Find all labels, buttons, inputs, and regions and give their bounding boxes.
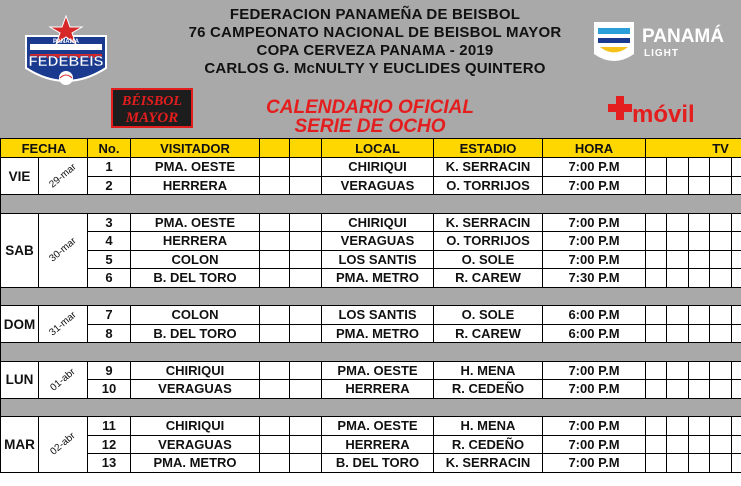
blank-cell [290, 380, 322, 399]
visitador-cell: HERRERA [131, 176, 260, 195]
tv-cell [646, 306, 667, 325]
tv-cell [689, 158, 710, 177]
local-cell: VERAGUAS [322, 232, 434, 251]
tv-cell [646, 158, 667, 177]
tv-cell [646, 361, 667, 380]
game-number-cell: 1 [88, 158, 131, 177]
estadio-cell: H. MENA [434, 361, 543, 380]
hora-cell: 7:00 P.M [543, 176, 646, 195]
estadio-cell: R. CEDEÑO [434, 380, 543, 399]
blank-cell [290, 361, 322, 380]
date-label: 02-abr [48, 430, 78, 458]
game-number-cell: 4 [88, 232, 131, 251]
tv-cell [710, 213, 732, 232]
day-separator-row [1, 398, 741, 417]
estadio-cell: O. TORRIJOS [434, 176, 543, 195]
estadio-cell: O. TORRIJOS [434, 232, 543, 251]
blank-cell [290, 306, 322, 325]
day-separator-row [1, 287, 741, 306]
separator-cell [1, 398, 741, 417]
tv-cell [710, 417, 732, 436]
tv-cell [689, 232, 710, 251]
tv-cell [646, 232, 667, 251]
table-row [1, 324, 741, 343]
tv-cell [732, 158, 741, 177]
tv-cell [646, 435, 667, 454]
table-row [1, 213, 741, 232]
hora-cell: 7:00 P.M [543, 435, 646, 454]
tv-cell [646, 380, 667, 399]
tv-cell [667, 269, 689, 288]
tv-cell [732, 269, 741, 288]
tv-cell [732, 213, 741, 232]
local-cell: CHIRIQUI [322, 158, 434, 177]
panama-light-sub: LIGHT [644, 48, 679, 59]
tv-cell [689, 306, 710, 325]
local-cell: B. DEL TORO [322, 454, 434, 473]
blank-cell [260, 269, 290, 288]
tv-cell [710, 361, 732, 380]
col-header-estadio: ESTADIO [434, 139, 543, 158]
tv-cell [667, 361, 689, 380]
blank-cell [290, 232, 322, 251]
game-number-cell: 10 [88, 380, 131, 399]
table-row [1, 176, 741, 195]
tv-cell [667, 232, 689, 251]
tv-cell [646, 176, 667, 195]
calendar-subtitle: SERIE DE OCHO [294, 116, 446, 137]
day-cell: SAB [1, 213, 39, 287]
blank-cell [260, 361, 290, 380]
game-number-cell: 5 [88, 250, 131, 269]
local-cell: CHIRIQUI [322, 213, 434, 232]
visitador-cell: PMA. OESTE [131, 158, 260, 177]
separator-cell [1, 195, 741, 214]
local-cell: LOS SANTIS [322, 306, 434, 325]
estadio-cell: R. CAREW [434, 324, 543, 343]
game-number-cell: 2 [88, 176, 131, 195]
tv-cell [710, 306, 732, 325]
blank-cell [260, 454, 290, 473]
blank-cell [290, 417, 322, 436]
tv-cell [689, 454, 710, 473]
tv-cell [732, 232, 741, 251]
tv-cell [710, 380, 732, 399]
estadio-cell: R. CEDEÑO [434, 435, 543, 454]
game-number-cell: 11 [88, 417, 131, 436]
fedebeis-name: FEDEBEIS [28, 53, 104, 70]
tv-cell [710, 454, 732, 473]
tv-cell [646, 417, 667, 436]
blank-cell [290, 176, 322, 195]
tv-cell [667, 454, 689, 473]
blank-cell [290, 250, 322, 269]
blank-cell [260, 380, 290, 399]
visitador-cell: VERAGUAS [131, 380, 260, 399]
blank-cell [290, 213, 322, 232]
date-label: 30-mar [47, 235, 79, 265]
tv-cell [710, 158, 732, 177]
tv-cell [732, 417, 741, 436]
col-header-fecha: FECHA [1, 139, 88, 158]
blank-cell [260, 250, 290, 269]
day-cell: LUN [1, 361, 39, 398]
visitador-cell: PMA. METRO [131, 454, 260, 473]
blank-cell [260, 417, 290, 436]
blank-cell [260, 213, 290, 232]
table-row [1, 306, 741, 325]
day-cell: VIE [1, 158, 39, 195]
tv-cell [667, 158, 689, 177]
tv-cell [710, 176, 732, 195]
tv-cell [710, 250, 732, 269]
game-number-cell: 7 [88, 306, 131, 325]
separator-cell [1, 287, 741, 306]
tv-cell [732, 435, 741, 454]
date-cell [39, 306, 88, 343]
header-title-line-3: COPA CERVEZA PANAMA - 2019 [256, 42, 494, 59]
blank-cell [260, 435, 290, 454]
beisbol-mayor-logo [111, 88, 193, 128]
hora-cell: 7:00 P.M [543, 417, 646, 436]
visitador-cell: B. DEL TORO [131, 324, 260, 343]
visitador-cell: PMA. OESTE [131, 213, 260, 232]
date-cell [39, 417, 88, 473]
visitador-cell: B. DEL TORO [131, 269, 260, 288]
tv-cell [667, 306, 689, 325]
blank-cell [260, 324, 290, 343]
tv-cell [667, 324, 689, 343]
estadio-cell: R. CAREW [434, 269, 543, 288]
blank-cell [290, 435, 322, 454]
date-label: 01-abr [48, 365, 78, 394]
estadio-cell: H. MENA [434, 417, 543, 436]
schedule-table [0, 138, 741, 473]
table-row [1, 158, 741, 177]
header-title-line-4: CARLOS G. McNULTY Y EUCLIDES QUINTERO [204, 60, 546, 77]
tv-cell [646, 269, 667, 288]
local-cell: HERRERA [322, 380, 434, 399]
local-cell: PMA. METRO [322, 324, 434, 343]
col-header-hora: HORA [543, 139, 646, 158]
tv-cell [667, 417, 689, 436]
col-header-local: LOCAL [322, 139, 434, 158]
local-cell: VERAGUAS [322, 176, 434, 195]
blank-cell [290, 324, 322, 343]
tv-cell [667, 435, 689, 454]
visitador-cell: COLON [131, 306, 260, 325]
movil-logo [606, 92, 736, 128]
fedebeis-logo [20, 14, 112, 96]
game-number-cell: 8 [88, 324, 131, 343]
estadio-cell: K. SERRACIN [434, 454, 543, 473]
tv-cell [667, 213, 689, 232]
table-row [1, 250, 741, 269]
hora-cell: 7:00 P.M [543, 158, 646, 177]
day-cell: MAR [1, 417, 39, 473]
date-cell [39, 361, 88, 398]
local-cell: LOS SANTIS [322, 250, 434, 269]
tv-cell [689, 213, 710, 232]
tv-cell [732, 324, 741, 343]
tv-cell [667, 380, 689, 399]
fedebeis-small-text: PANAMA [53, 39, 79, 45]
estadio-cell: O. SOLE [434, 250, 543, 269]
tv-cell [732, 454, 741, 473]
tv-cell [732, 361, 741, 380]
tv-cell [646, 213, 667, 232]
table-row [1, 232, 741, 251]
day-separator-row [1, 343, 741, 362]
date-label: 29-mar [47, 161, 79, 191]
visitador-cell: COLON [131, 250, 260, 269]
local-cell: PMA. OESTE [322, 417, 434, 436]
tv-cell [710, 232, 732, 251]
date-cell [39, 158, 88, 195]
blank-cell [260, 232, 290, 251]
col-header-blank [260, 139, 290, 158]
tv-cell [710, 324, 732, 343]
hora-cell: 7:00 P.M [543, 380, 646, 399]
hora-cell: 6:00 P.M [543, 306, 646, 325]
table-row [1, 361, 741, 380]
col-header-no: No. [88, 139, 131, 158]
table-row [1, 269, 741, 288]
tv-cell [732, 306, 741, 325]
visitador-cell: CHIRIQUI [131, 361, 260, 380]
hora-cell: 7:00 P.M [543, 250, 646, 269]
hora-cell: 7:30 P.M [543, 269, 646, 288]
col-header-visitador: VISITADOR [131, 139, 260, 158]
tv-cell [667, 250, 689, 269]
hora-cell: 7:00 P.M [543, 361, 646, 380]
panama-light-name: PANAMÁ [642, 26, 724, 47]
estadio-cell: K. SERRACIN [434, 158, 543, 177]
date-cell [39, 213, 88, 287]
tv-cell [689, 361, 710, 380]
local-cell: PMA. METRO [322, 269, 434, 288]
hora-cell: 6:00 P.M [543, 324, 646, 343]
tv-cell [689, 324, 710, 343]
beisbol-mayor-line1: BÉISBOL [122, 94, 182, 109]
col-header-tv: TV [646, 139, 741, 158]
visitador-cell: CHIRIQUI [131, 417, 260, 436]
panama-light-logo [592, 18, 741, 68]
date-label: 31-mar [47, 309, 79, 339]
tv-cell [710, 269, 732, 288]
game-number-cell: 13 [88, 454, 131, 473]
blank-cell [260, 176, 290, 195]
visitador-cell: VERAGUAS [131, 435, 260, 454]
tv-cell [732, 380, 741, 399]
movil-name: móvil [632, 101, 695, 128]
game-number-cell: 12 [88, 435, 131, 454]
blank-cell [290, 454, 322, 473]
table-row [1, 380, 741, 399]
blank-cell [290, 269, 322, 288]
col-header-blank [290, 139, 322, 158]
hora-cell: 7:00 P.M [543, 232, 646, 251]
calendar-title: CALENDARIO OFICIAL [266, 97, 474, 118]
hora-cell: 7:00 P.M [543, 213, 646, 232]
table-row [1, 454, 741, 473]
header-title-line-1: FEDERACION PANAMEÑA DE BEISBOL [229, 6, 521, 23]
game-number-cell: 3 [88, 213, 131, 232]
blank-cell [260, 158, 290, 177]
document-header [0, 0, 741, 138]
day-separator-row [1, 195, 741, 214]
estadio-cell: K. SERRACIN [434, 213, 543, 232]
tv-cell [689, 250, 710, 269]
tv-cell [732, 250, 741, 269]
tv-cell [689, 269, 710, 288]
tv-cell [689, 417, 710, 436]
game-number-cell: 9 [88, 361, 131, 380]
game-number-cell: 6 [88, 269, 131, 288]
tv-cell [689, 176, 710, 195]
tv-cell [646, 324, 667, 343]
local-cell: PMA. OESTE [322, 361, 434, 380]
tv-cell [732, 176, 741, 195]
day-cell: DOM [1, 306, 39, 343]
column-header-row [1, 139, 741, 158]
tv-cell [646, 454, 667, 473]
beisbol-mayor-line2: MAYOR [125, 110, 179, 126]
header-title-line-2: 76 CAMPEONATO NACIONAL DE BEISBOL MAYOR [188, 24, 562, 41]
tv-cell [689, 380, 710, 399]
table-row [1, 417, 741, 436]
local-cell: HERRERA [322, 435, 434, 454]
tv-cell [689, 435, 710, 454]
hora-cell: 7:00 P.M [543, 454, 646, 473]
estadio-cell: O. SOLE [434, 306, 543, 325]
tv-cell [646, 250, 667, 269]
table-row [1, 435, 741, 454]
visitador-cell: HERRERA [131, 232, 260, 251]
blank-cell [290, 158, 322, 177]
separator-cell [1, 343, 741, 362]
blank-cell [260, 306, 290, 325]
tv-cell [667, 176, 689, 195]
tv-cell [710, 435, 732, 454]
